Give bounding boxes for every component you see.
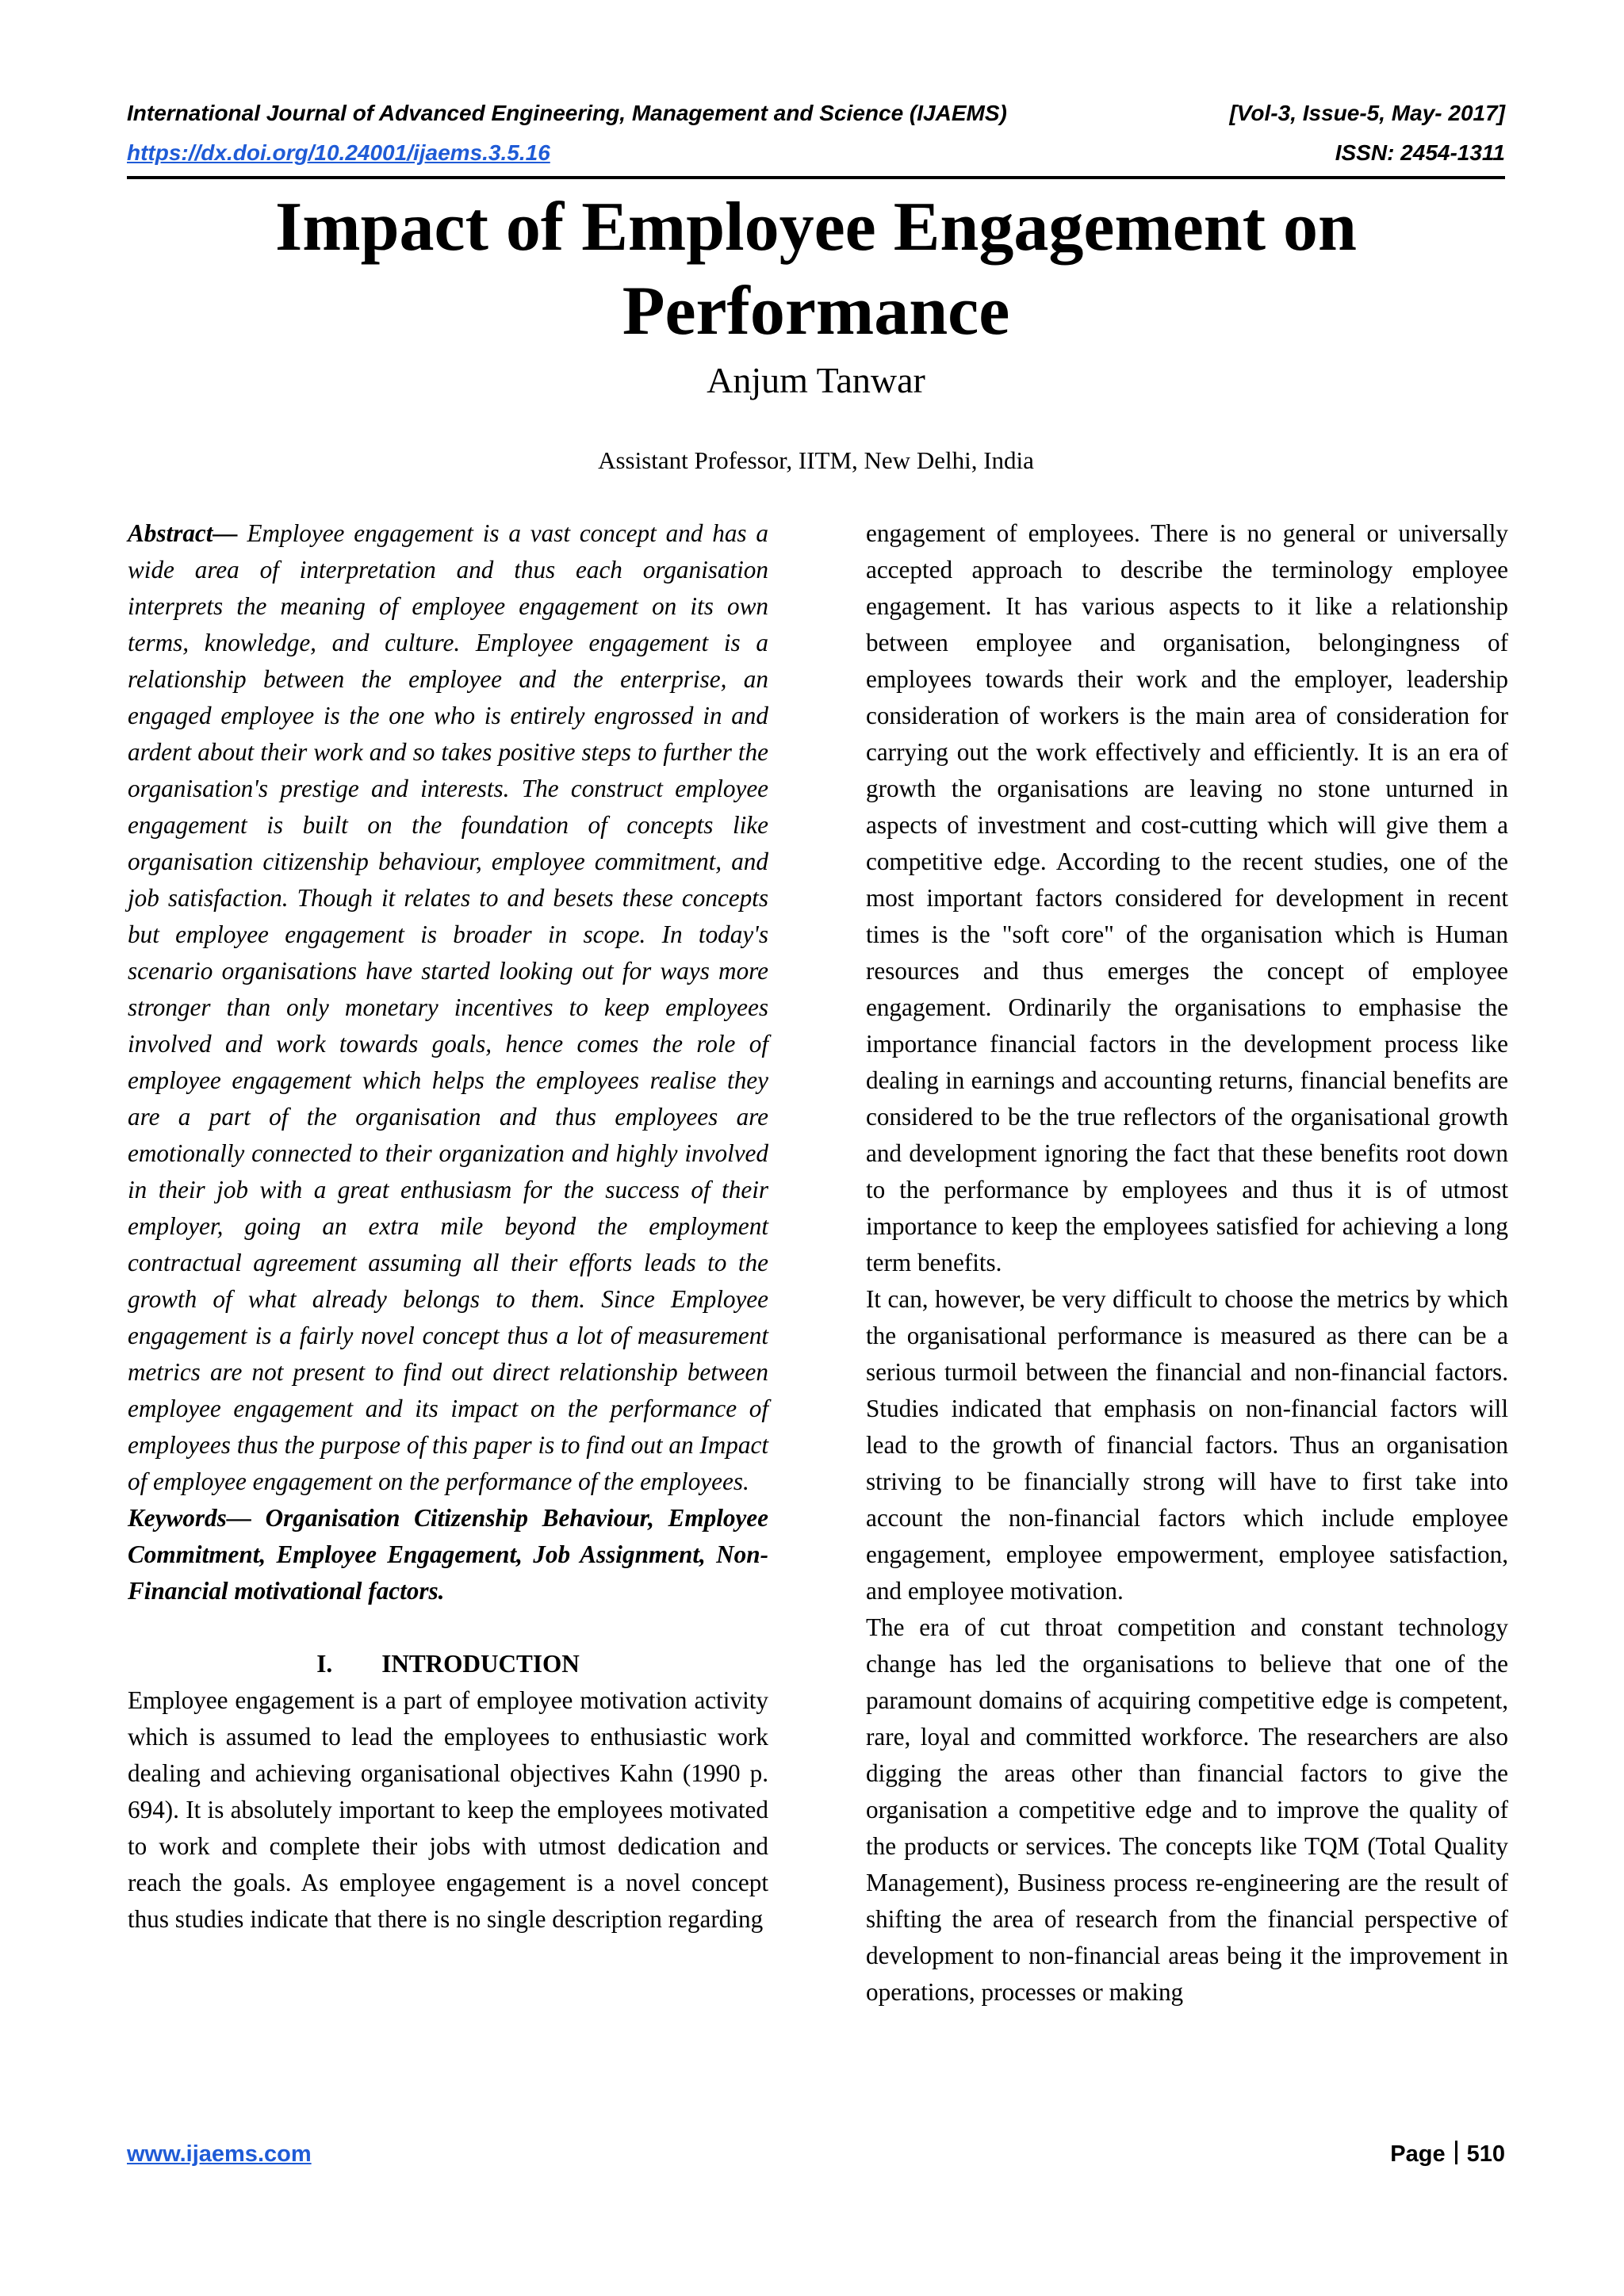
author-name: Anjum Tanwar xyxy=(707,360,925,400)
abstract-text: Employee engagement is a vast concept and has a wide area of interpretation and thus each organisation interprets the meaning of employee engagement on its own terms, knowledge, and culture. Employee engagement is a relationship between the employee and the enterprise, an engaged employee is the one who is entirely engrossed in and ardent about their work and so takes positive steps to further the organisation's prestige and interests. The construct employee engagement is built on the foundation of concepts like organisation citizenship behaviour, employee commitment, and job satisfaction. Though it relates to and besets these concepts but employee engagement is broader in scope. In today's scenario organisations have started looking out for ways more stronger than only monetary incentives to keep employees involved and work towards goals, hence comes the role of employee engagement which helps the employees realise they are a part of the organisation and thus employees are emotionally connected to their organization and highly involved in their job with a great enthusiasm for the success of their employer, going an extra mile beyond the employment contractual agreement assuming all their efforts leads to the growth of what already belongs to them. Since Employee engagement is a fairly novel concept thus a lot of measurement metrics are not present to find out direct relationship between employee engagement and its impact on the performance of employees thus the purpose of this paper is to find out an Impact of employee engagement on the performance of the employees. xyxy=(128,519,768,1495)
page-indicator xyxy=(1390,2141,1505,2168)
volume-issue: [Vol-3, Issue-5, May- 2017] xyxy=(1229,101,1505,125)
page-number: 510 xyxy=(1466,2141,1505,2167)
page-label: Page xyxy=(1390,2141,1446,2167)
section-heading-introduction xyxy=(128,1646,768,1682)
title-line-2: Performance xyxy=(622,273,1010,350)
section-number: I. xyxy=(316,1650,333,1678)
keywords-label: Keywords— xyxy=(128,1504,251,1532)
issn: ISSN: 2454-1311 xyxy=(1335,140,1505,165)
website-link[interactable]: www.ijaems.com xyxy=(127,2141,312,2167)
author-affiliation: Assistant Professor, IITM, New Delhi, India xyxy=(598,446,1034,474)
section-title: INTRODUCTION xyxy=(381,1650,580,1678)
page-separator xyxy=(1455,2141,1457,2164)
body-paragraph-3: The era of cut throat competition and constant technology change has led the organisations to believe that one of the paramount domains of acquiring competitive edge is competent, rare, loyal and committed workforce. The researchers are also digging the areas other than financial factors to give the organisation a competitive edge and to improve the quality of the products or services. The concepts like TQM (Total Quality Management), Business process re-engineering are the result of shifting the area of research from the financial perspective of development to non-financial areas being it the improvement in operations, processes or making xyxy=(866,1613,1508,2006)
left-column xyxy=(128,515,768,1938)
keywords-text: Organisation Citizenship Behaviour, Employee Commitment, Employee Engagement, Job Assignment, Non-Financial motivational factors. xyxy=(128,1504,768,1605)
body-paragraph-2: It can, however, be very difficult to choose the metrics by which the organisational performance is measured as there can be a serious turmoil between the financial and non-financial factors. Studies indicated that emphasis on non-financial factors will lead to the growth of financial factors. Thus an organisation striving to be financially strong will have to first take into account the non-financial factors which include employee engagement, employee empowerment, employee satisfaction, and employee motivation. xyxy=(866,1285,1508,1605)
intro-paragraph-1: Employee engagement is a part of employee motivation activity which is assumed to lead the employees to enthusiastic work dealing and achieving organisational objectives Kahn (1990 p. 694). It is absolutely important to keep the employees motivated to work and complete their jobs with utmost dedication and reach the goals. As employee engagement is a novel concept thus studies indicate that there is no single description regarding xyxy=(128,1686,768,1933)
doi-link[interactable]: https://dx.doi.org/10.24001/ijaems.3.5.16 xyxy=(127,140,550,165)
title-line-1: Impact of Employee Engagement on xyxy=(275,189,1357,266)
abstract-label: Abstract— xyxy=(128,519,238,547)
keywords xyxy=(128,1500,768,1609)
paper-title xyxy=(127,186,1505,354)
abstract xyxy=(128,515,768,1500)
body-paragraph-1: engagement of employees. There is no general or universally accepted approach to describe the terminology employee engagement. It has various aspects to it like a relationship between employee and organisation, belongingness of employees towards their work and the employer, leadership consideration of workers is the main area of consideration for carrying out the work effectively and efficiently. It is an era of growth the organisations are leaving no stone unturned in aspects of investment and cost-cutting which will give them a competitive edge. According to the recent studies, one of the most important factors considered for development in recent times is the "soft core" of the organisation which is Human resources and thus emerges the concept of employee engagement. Ordinarily the organisations to emphasise the importance financial factors in the development process like dealing in earnings and accounting returns, financial benefits are considered to be the true reflectors of the organisational growth and development ignoring the fact that these benefits root down to the performance by employees and thus it is of utmost importance to keep the employees satisfied for achieving a long term benefits. xyxy=(866,519,1508,1276)
journal-name: International Journal of Advanced Engineering, Management and Science (IJAEMS) xyxy=(127,101,1007,125)
right-column xyxy=(866,515,1508,2011)
header-rule xyxy=(127,176,1505,179)
